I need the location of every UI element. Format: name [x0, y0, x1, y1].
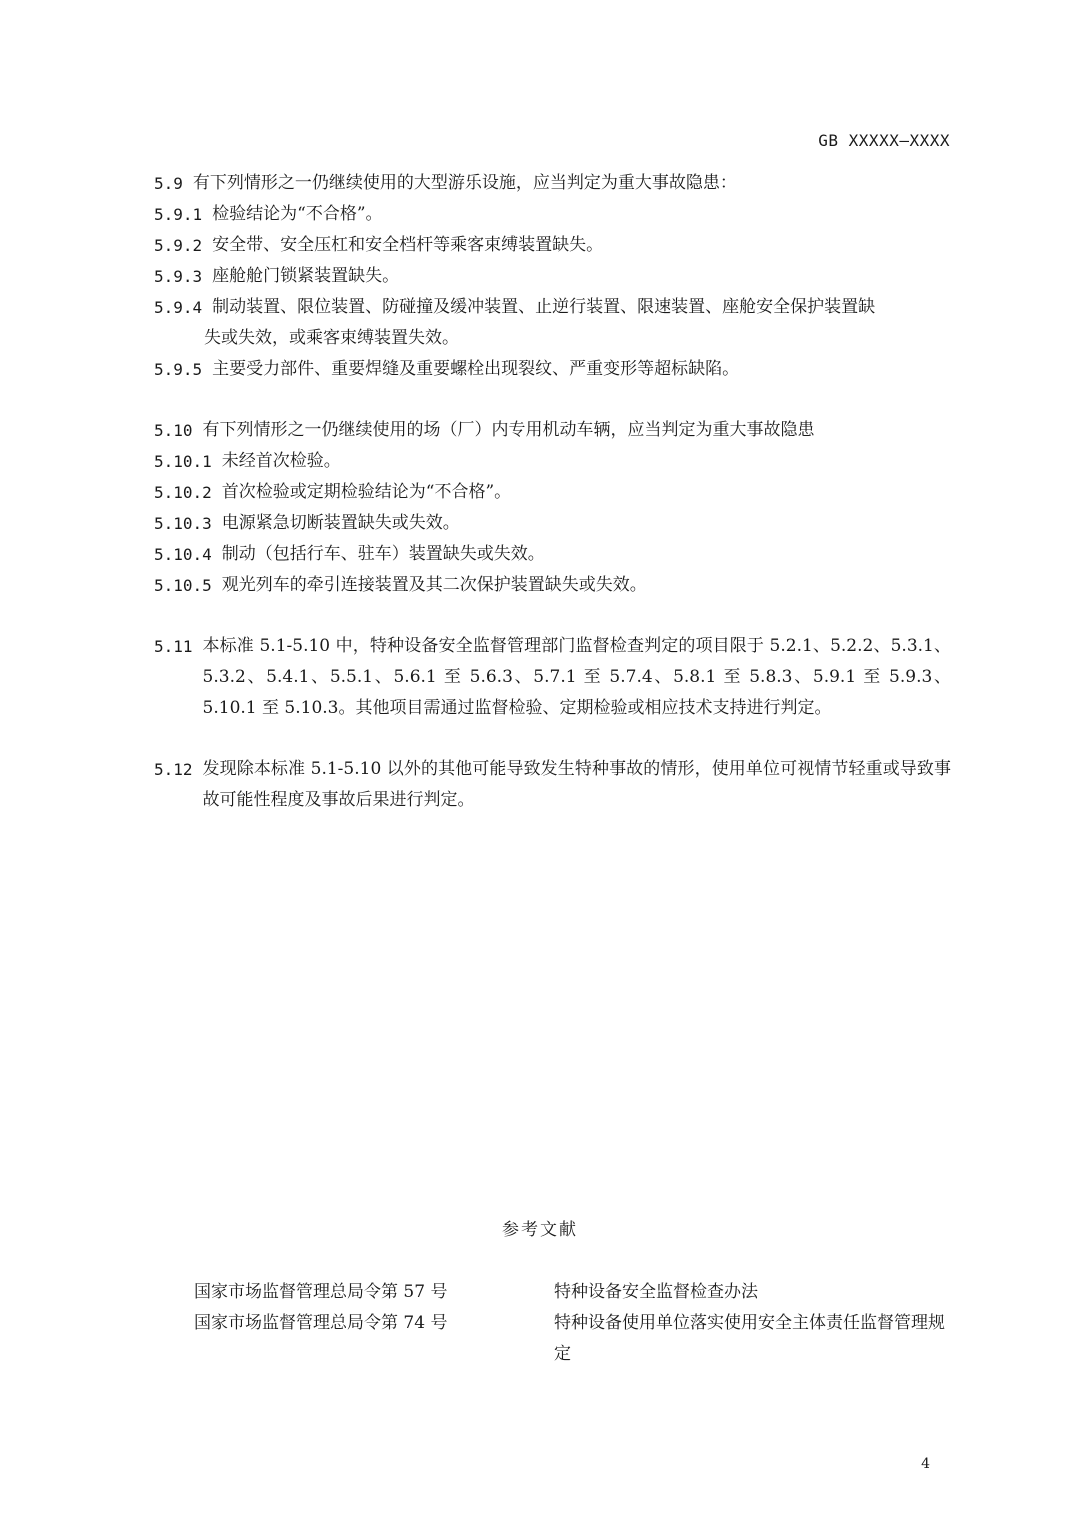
clause-number: 5.10 [154, 421, 193, 440]
clause-5-10-4 [154, 539, 951, 570]
clause-5-9-3 [154, 261, 951, 292]
reference-source: 国家市场监督管理总局令第 74 号 [194, 1313, 448, 1333]
clause-text: 有下列情形之一仍继续使用的大型游乐设施，应当判定为重大事故隐患： [192, 173, 737, 193]
clause-number: 5.9.5 [154, 360, 203, 379]
clause-number: 5.9.2 [154, 236, 203, 255]
reference-title: 特种设备安全监督检查办法 [554, 1282, 758, 1302]
clause-text: 未经首次检验。 [221, 451, 341, 471]
clause-number: 5.9 [154, 174, 183, 193]
clause-5-10-5 [154, 570, 951, 601]
clause-text: 制动（包括行车、驻车）装置缺失或失效。 [221, 544, 545, 564]
clause-text: 检验结论为“不合格”。 [212, 204, 383, 224]
reference-source: 国家市场监督管理总局令第 57 号 [194, 1282, 448, 1302]
clause-number: 5.9.3 [154, 267, 203, 286]
clause-5-9-5 [154, 354, 951, 385]
clause-5-12 [154, 754, 951, 816]
clause-5-9 [154, 168, 951, 199]
clause-5-10-1 [154, 446, 951, 477]
clause-number: 5.10.4 [154, 545, 212, 564]
references-list [194, 1277, 954, 1370]
clause-5-9-1 [154, 199, 951, 230]
clause-5-10 [154, 415, 951, 446]
clause-number: 5.9.1 [154, 205, 203, 224]
reference-row [194, 1277, 954, 1308]
clause-number: 5.11 [154, 637, 193, 656]
document-body [154, 168, 951, 816]
clause-number: 5.9.4 [154, 298, 203, 317]
spacer [154, 724, 951, 754]
clause-number: 5.10.1 [154, 452, 212, 471]
clause-5-11 [154, 631, 951, 724]
page-number: 4 [921, 1456, 930, 1472]
clause-text: 本标准 5.1-5.10 中，特种设备安全监督管理部门监督检查判定的项目限于 5.2.1、5.2.2、5.3.1、5.3.2、5.4.1、5.5.1、5.6.1 至 5.6.3、5.7.1 至 5.7.4、5.8.1 至 5.8.3、5.9.1 至 5.9.3、5.10.1 至 5.10.3。其他项目需通过监督检验、定期检验或相应技术支持进行判定。 [202, 636, 951, 718]
clause-text: 主要受力部件、重要焊缝及重要螺栓出现裂纹、严重变形等超标缺陷。 [212, 359, 740, 379]
clause-5-10-2 [154, 477, 951, 508]
clause-number: 5.10.2 [154, 483, 212, 502]
clause-text: 制动装置、限位装置、防碰撞及缓冲装置、止逆行装置、限速装置、座舱安全保护装置缺 [212, 297, 876, 317]
clause-number: 5.10.3 [154, 514, 212, 533]
clause-number: 5.12 [154, 760, 193, 779]
clause-continuation: 失或失效，或乘客束缚装置失效。 [204, 328, 459, 348]
clause-text: 座舱舱门锁紧装置缺失。 [212, 266, 400, 286]
clause-5-10-3 [154, 508, 951, 539]
spacer [154, 601, 951, 631]
clause-text: 发现除本标准 5.1-5.10 以外的其他可能导致发生特种事故的情形，使用单位可视情节轻重或导致事故可能性程度及事故后果进行判定。 [202, 759, 951, 810]
clause-text: 观光列车的牵引连接装置及其二次保护装置缺失或失效。 [221, 575, 647, 595]
spacer [154, 385, 951, 415]
references-title: 参考文献 [502, 1220, 578, 1240]
reference-row [194, 1308, 954, 1370]
clause-text: 首次检验或定期检验结论为“不合格”。 [221, 482, 512, 502]
clause-text: 电源紧急切断装置缺失或失效。 [221, 513, 460, 533]
clause-5-9-4 [154, 292, 951, 323]
clause-text: 有下列情形之一仍继续使用的场（厂）内专用机动车辆，应当判定为重大事故隐患 [202, 420, 815, 440]
clause-text: 安全带、安全压杠和安全档杆等乘客束缚装置缺失。 [212, 235, 604, 255]
reference-title: 特种设备使用单位落实使用安全主体责任监督管理规定 [554, 1313, 945, 1364]
clause-number: 5.10.5 [154, 576, 212, 595]
document-code-header: GB XXXXX—XXXX [818, 131, 950, 150]
clause-5-9-2 [154, 230, 951, 261]
